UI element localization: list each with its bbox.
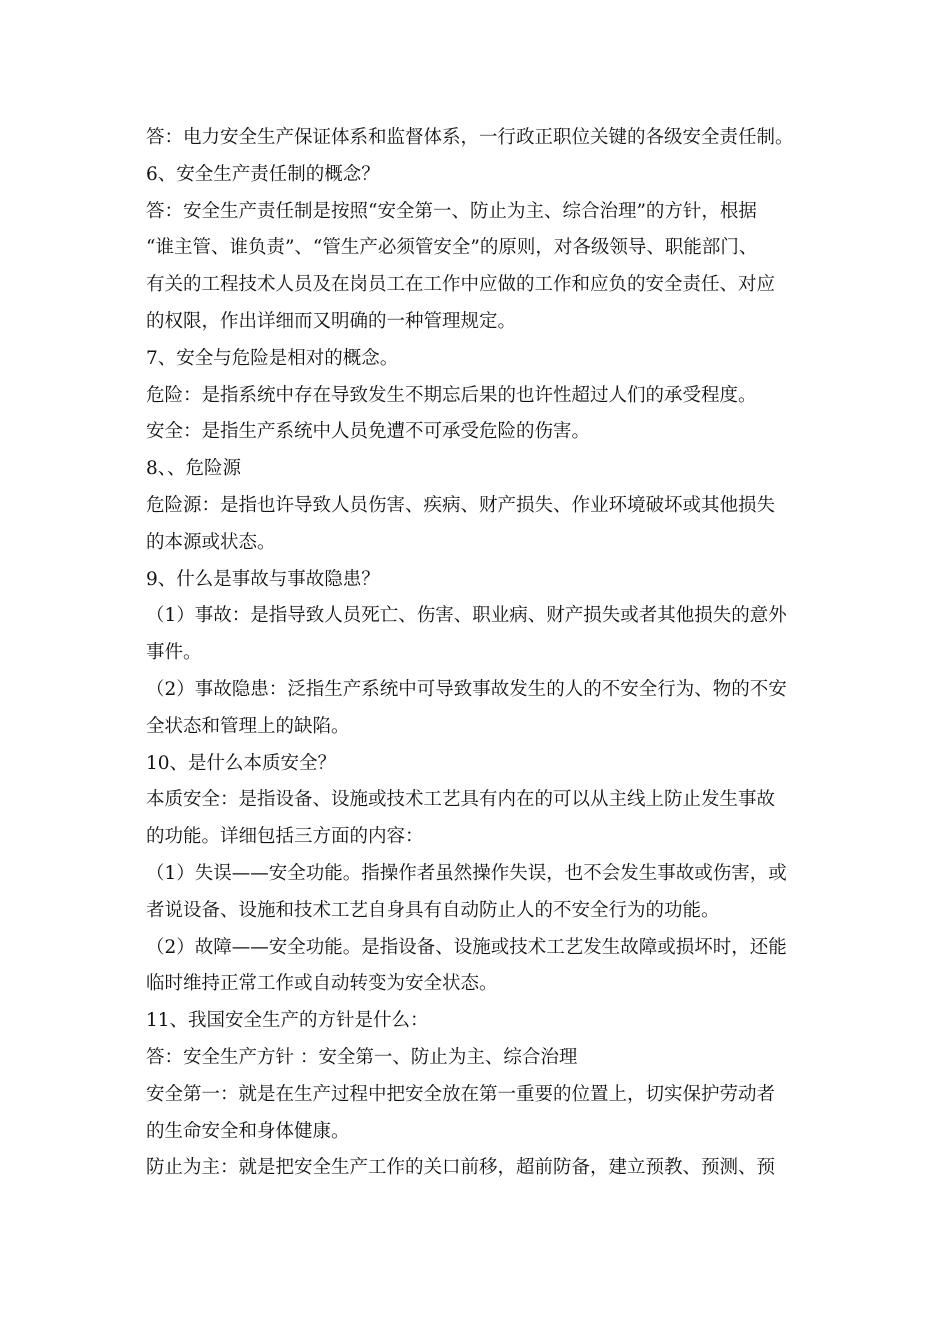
text-line: 临时维持正常工作或自动转变为安全状态。	[146, 973, 498, 995]
text-line: “谁主管、谁负责”、“管生产必须管安全”的原则，对各级领导、职能部门、	[146, 237, 758, 259]
question-heading: 7、安全与危险是相对的概念。	[146, 347, 399, 369]
text-line: 防止为主：就是把安全生产工作的关口前移，超前防备，建立预教、预测、预	[146, 1157, 776, 1179]
text-line: 全状态和管理上的缺陷。	[146, 715, 350, 737]
text-line: 的本源或状态。	[146, 531, 276, 553]
text-line: 危险源：是指也许导致人员伤害、疾病、财产损失、作业环境破坏或其他损失	[146, 494, 776, 516]
text-line: （1）失误——安全功能。指操作者虽然操作失误，也不会发生事故或伤害，或	[146, 862, 787, 884]
question-heading: 11、我国安全生产的方针是什么：	[146, 1010, 429, 1032]
text-line: 答：安全生产方针 ：安全第一、防止为主、综合治理	[146, 1046, 578, 1068]
text-line: 者说设备、设施和技术工艺自身具有自动防止人的不安全行为的功能。	[146, 899, 720, 921]
text-line: 本质安全：是指设备、设施或技术工艺具有内在的可以从主线上防止发生事故	[146, 789, 776, 811]
text-line: 危险：是指系统中存在导致发生不期忘后果的也许性超过人们的承受程度。	[146, 384, 757, 406]
text-line: 的功能。详细包括三方面的内容：	[146, 826, 424, 848]
question-heading: 6、安全生产责任制的概念？	[146, 163, 380, 185]
question-heading: 9、什么是事故与事故隐患？	[146, 568, 380, 590]
text-line: 安全：是指生产系统中人员免遭不可承受危险的伤害。	[146, 421, 591, 443]
text-line: 的生命安全和身体健康。	[146, 1120, 350, 1142]
question-heading: 8、、危险源	[146, 458, 242, 480]
text-line: （2）事故隐患：泛指生产系统中可导致事故发生的人的不安全行为、物的不安	[146, 678, 787, 700]
text-line: 事件。	[146, 642, 202, 664]
text-line: 有关的工程技术人员及在岗员工在工作中应做的工作和应负的安全责任、对应	[146, 274, 776, 296]
text-line: 的权限，作出详细而又明确的一种管理规定。	[146, 310, 517, 332]
text-line: （1）事故：是指导致人员死亡、伤害、职业病、财产损失或者其他损失的意外	[146, 605, 787, 627]
text-line: 答：安全生产责任制是按照“安全第一、防止为主、综合治理”的方针，根据	[146, 200, 757, 222]
text-line: 答：电力安全生产保证体系和监督体系，一行政正职位关键的各级安全责任制。	[146, 127, 794, 148]
question-heading: 10、是什么本质安全？	[146, 752, 337, 774]
text-line: （2）故障——安全功能。是指设备、设施或技术工艺发生故障或损坏时，还能	[146, 936, 787, 958]
document-body	[146, 120, 812, 1187]
text-line: 安全第一：就是在生产过程中把安全放在第一重要的位置上，切实保护劳动者	[146, 1083, 776, 1105]
